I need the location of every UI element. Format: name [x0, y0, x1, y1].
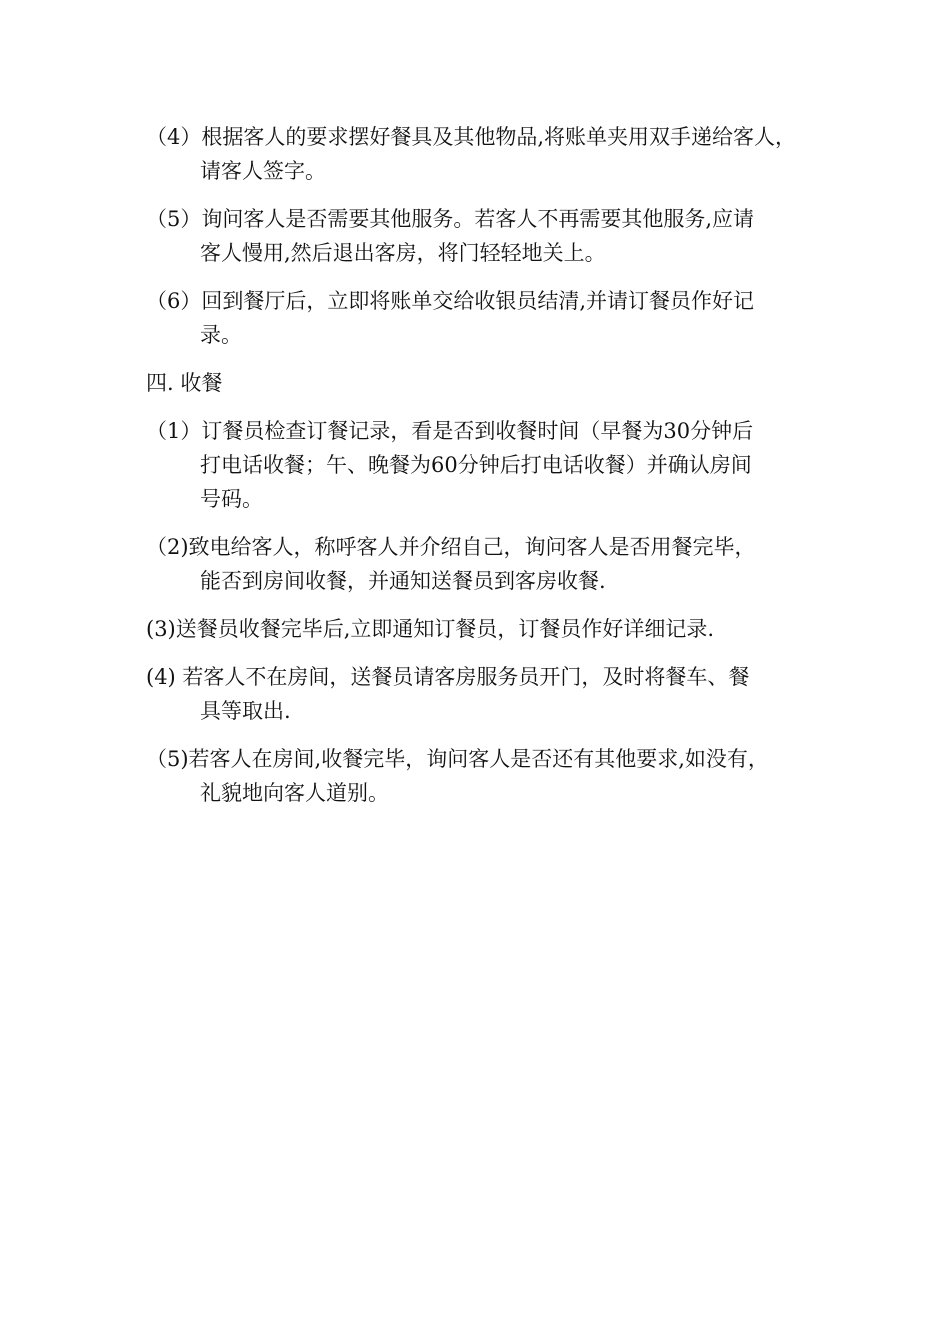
list-item-line: （4）根据客人的要求摆好餐具及其他物品,将账单夹用双手递给客人，	[146, 125, 797, 149]
document-body	[146, 120, 826, 824]
list-item-line: 请客人签字。	[200, 159, 326, 183]
list-item-line: 能否到房间收餐，并通知送餐员到客房收餐.	[200, 569, 606, 593]
list-item-line: （1）订餐员检查订餐记录，看是否到收餐时间（早餐为30分钟后	[146, 419, 754, 443]
list-item-line: （5）询问客人是否需要其他服务。若客人不再需要其他服务,应请	[146, 207, 755, 231]
list-item-line: 号码。	[200, 487, 263, 511]
list-item	[146, 120, 826, 188]
list-item-line: 打电话收餐；午、晚餐为60分钟后打电话收餐）并确认房间	[200, 453, 752, 477]
list-item-line: （2)致电给客人，称呼客人并介绍自己，询问客人是否用餐完毕，	[146, 535, 756, 559]
list-item-line: 录。	[200, 323, 242, 347]
list-item-line: 礼貌地向客人道别。	[200, 781, 389, 805]
list-item-line: 客人慢用,然后退出客房，将门轻轻地关上。	[200, 241, 606, 265]
list-item-line: （6）回到餐厅后，立即将账单交给收银员结清,并请订餐员作好记	[146, 289, 755, 313]
list-item	[146, 612, 826, 646]
list-item-line: 具等取出.	[200, 699, 291, 723]
section-heading: 四. 收餐	[146, 371, 223, 395]
list-item	[146, 414, 826, 516]
list-item-line: (3)送餐员收餐完毕后,立即通知订餐员，订餐员作好详细记录.	[146, 617, 715, 641]
list-item-line: (4) 若客人不在房间，送餐员请客房服务员开门，及时将餐车、餐	[146, 665, 750, 689]
list-item-line: （5)若客人在房间,收餐完毕，询问客人是否还有其他要求,如没有，	[146, 747, 769, 771]
list-item	[146, 284, 826, 352]
list-item	[146, 202, 826, 270]
list-item	[146, 530, 826, 598]
list-item	[146, 742, 826, 810]
list-item	[146, 660, 826, 728]
